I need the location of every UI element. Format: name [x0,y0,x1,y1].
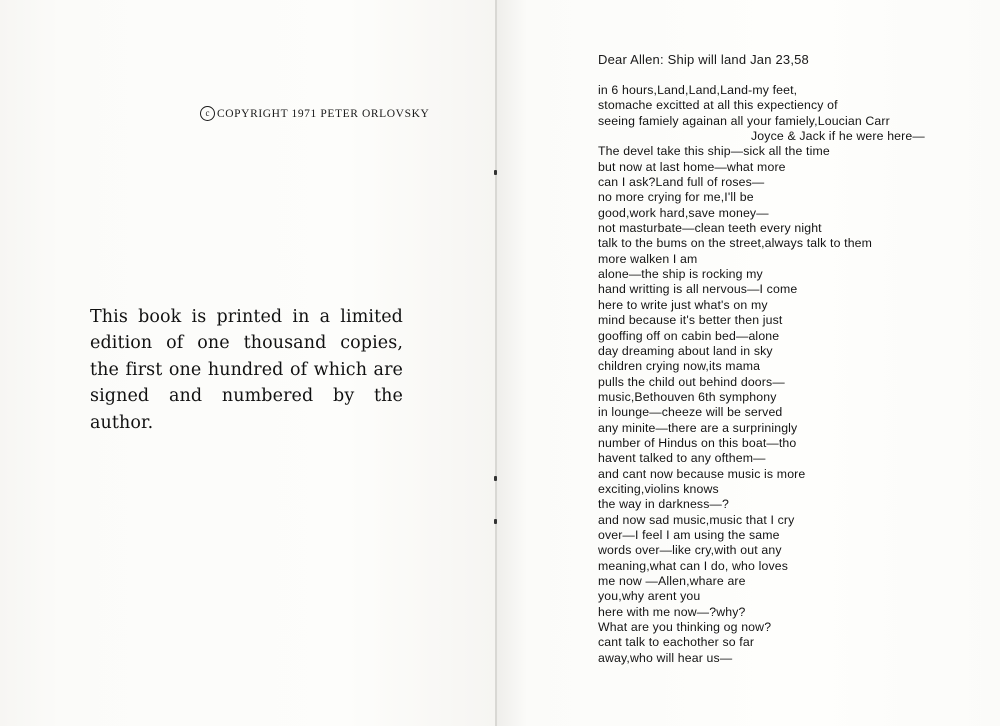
letter-line: seeing famiely againan all your famiely,Loucian Carr [598,113,890,128]
letter-heading: Dear Allen: Ship will land Jan 23,58 [598,52,809,67]
copyright-notice [200,106,429,121]
letter-line: no more crying for me,I'll be [598,190,754,205]
letter-line: stomache excitted at all this expectiency of [598,98,838,113]
letter-line: and now sad music,music that I cry [598,512,795,527]
letter-line: good,work hard,save money— [598,205,769,220]
letter-line: but now at last home—what more [598,159,786,174]
letter-line: exciting,violins knows [598,481,719,496]
letter-line: here to write just what's on my [598,297,768,312]
letter-line: in lounge—cheeze will be served [598,405,783,420]
copyright-icon: c [200,106,215,121]
letter-line: pulls the child out behind doors— [598,374,785,389]
letter-line: children crying now,its mama [598,359,761,374]
letter-line: me now —Allen,whare are [598,574,746,588]
letter-line: Joyce & Jack if he were here— [751,129,925,144]
limited-edition-statement: This book is printed in a limited edition of one thousand copies, the first one hundred of which are signed and numbered by the author. [90,306,403,433]
letter-line: more walken I am [598,251,698,266]
letter-line: can I ask?Land full of roses— [598,175,765,190]
letter-line: alone—the ship is rocking my [598,267,763,282]
letter-line: not masturbate—clean teeth every night [598,221,822,236]
letter-line: away,who will hear us— [598,650,733,665]
letter-line: cant talk to eachother so far [598,635,755,650]
letter-line: What are you thinking og now? [598,620,772,635]
left-page [0,0,496,726]
letter-line: you,why arent you [598,589,701,604]
letter-line: here with me now—?why? [598,604,746,619]
letter-line: talk to the bums on the street,always talk to them [598,236,873,251]
letter-line: in 6 hours,Land,Land,Land-my feet, [598,83,798,97]
letter-line: The devel take this ship—sick all the time [598,144,830,159]
letter-line: day dreaming about land in sky [598,343,773,358]
letter-line: words over—like cry,with out any [598,543,782,558]
letter-line: mind because it's better then just [598,313,783,328]
letter-line: hand writting is all nervous—I come [598,282,798,297]
letter-line: gooffing off on cabin bed—alone [598,328,780,343]
letter-line: and cant now because music is more [598,466,806,481]
letter-line: any minite—there are a surpriningly [598,420,798,435]
letter-line: havent talked to any ofthem— [598,451,766,466]
copyright-text: COPYRIGHT 1971 PETER ORLOVSKY [217,107,430,120]
letter-line: over—I feel I am using the same [598,527,780,542]
letter-line: meaning,what can I do, who loves [598,558,789,573]
letter-line: the way in darkness—? [598,497,729,512]
letter-line: music,Bethouven 6th symphony [598,389,777,404]
letter-line: number of Hindus on this boat—tho [598,435,797,450]
letter-body [598,83,925,666]
